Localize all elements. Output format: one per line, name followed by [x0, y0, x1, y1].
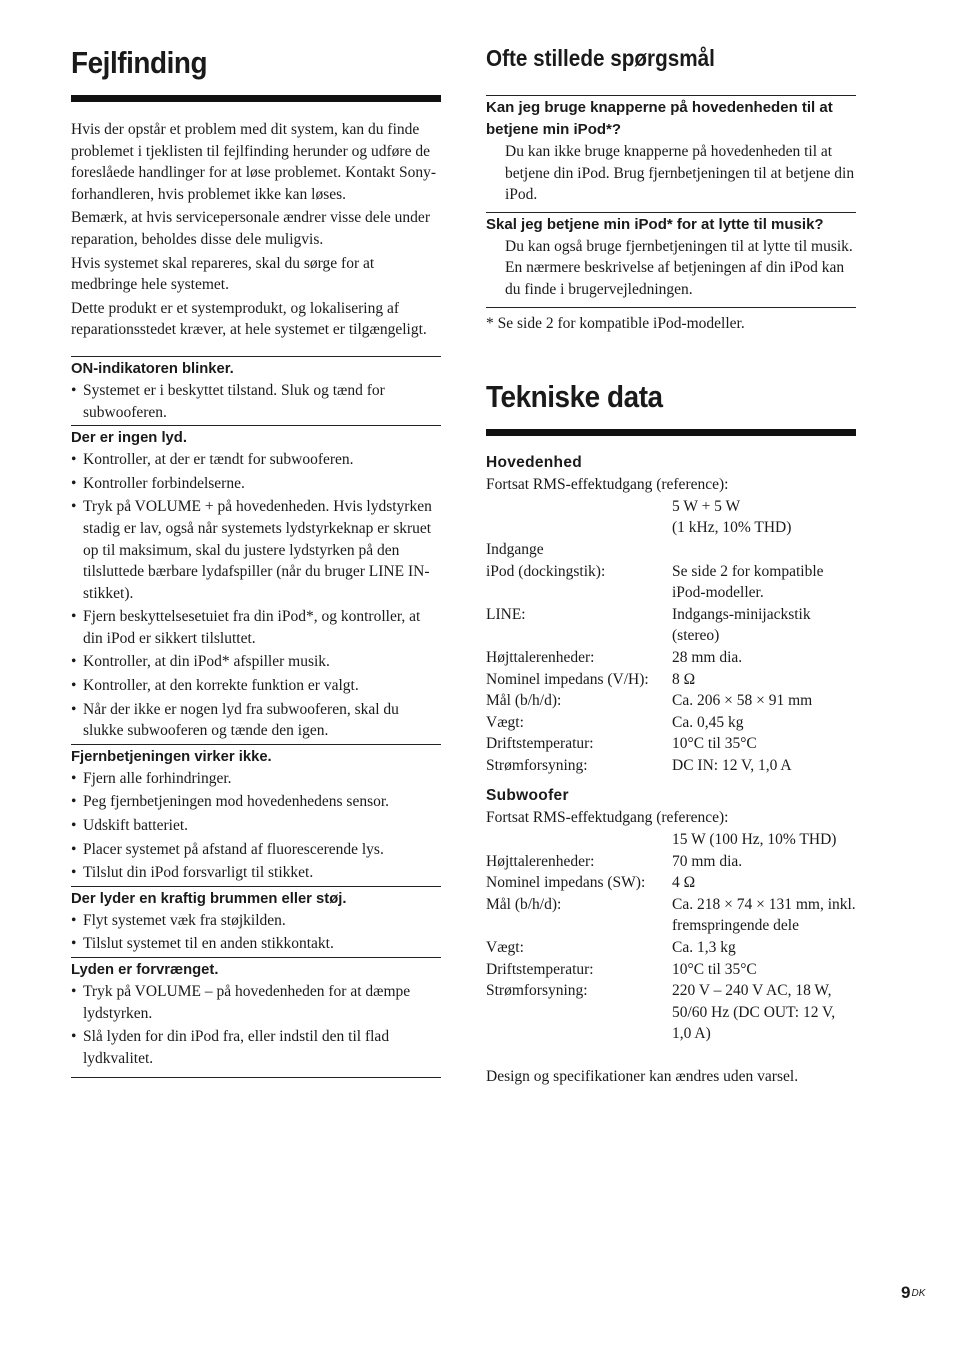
faq-footnote: * Se side 2 for kompatible iPod-modeller.: [486, 314, 745, 332]
specs-disclaimer: Design og specifikationer kan ændres uden varsel.: [486, 1068, 799, 1085]
bullet-icon: •: [71, 700, 77, 718]
bullet-icon: •: [71, 793, 77, 811]
intro-paragraph: Hvis systemet skal repareres, skal du sørge for at medbringe hele systemet.: [71, 254, 375, 294]
section-heading: ON-indikatoren blinker.: [71, 360, 234, 377]
bullet-icon: •: [71, 474, 77, 492]
list-item: • Kontroller forbindelserne.: [71, 473, 441, 495]
list-item: • Peg fjernbetjeningen mod hovedenhedens sensor.: [71, 791, 441, 813]
section-hum-noise: [71, 886, 441, 955]
intro-paragraph: Dette produkt er et systemprodukt, og lokalisering af reparationsstedet kræver, at hele systemet er tilgængeligt.: [71, 299, 427, 339]
spec-row: Mål (b/h/d): Ca. 206 × 58 × 91 mm: [486, 692, 813, 710]
list-item: • Tilslut din iPod forsvarligt til stikket.: [71, 862, 441, 884]
bullet-icon: •: [71, 608, 77, 626]
spec-row: Driftstemperatur: 10°C til 35°C: [486, 735, 757, 753]
power-output-label: Fortsat RMS-effektudgang (reference):: [486, 476, 729, 494]
troubleshooting-column: [71, 0, 441, 1078]
bullet-icon: •: [71, 911, 77, 929]
power-output-label: Fortsat RMS-effektudgang (reference):: [486, 809, 729, 827]
section-no-sound: [71, 425, 441, 742]
bullet-icon: •: [71, 381, 77, 399]
spec-row: Højttalerenheder: 70 mm dia.: [486, 852, 743, 870]
list-item: • Fjern alle forhindringer.: [71, 768, 441, 790]
bullet-icon: •: [71, 864, 77, 882]
power-output-value: 15 W (100 Hz, 10% THD): [672, 831, 837, 849]
spec-row: LINE: Indgangs-minijackstik (stereo): [486, 605, 811, 645]
section-heading: Lyden er forvrænget.: [71, 962, 219, 978]
bullet-icon: •: [71, 983, 77, 1000]
page-number: $9^{DK}$: [901, 1283, 926, 1302]
troubleshooting-intro: [71, 119, 441, 341]
bullet-list: [71, 910, 441, 955]
bullet-list: [71, 981, 441, 1069]
faq-item: [486, 95, 856, 206]
bullet-icon: •: [71, 935, 77, 953]
spec-row: Mål (b/h/d): Ca. 218 × 74 × 131 mm, inkl. fremspringende dele: [486, 895, 856, 935]
list-item: • Kontroller, at din iPod* afspiller musik.: [71, 651, 441, 673]
section-distorted: [71, 957, 441, 1069]
section-remote: [71, 744, 441, 884]
section-on-indicator: [71, 356, 441, 423]
section-heading: Der er ingen lyd.: [71, 430, 187, 447]
bullet-list: [71, 449, 441, 742]
spec-row: Nominel impedans (V/H): 8 Ω: [486, 670, 696, 688]
title-rule: [71, 95, 441, 102]
list-item: • Når der ikke er nogen lyd fra subwooferen, skal du slukke subwooferen og tænde den igen.: [71, 700, 399, 740]
list-item: • Udskift batteriet.: [71, 815, 441, 837]
faq-item: [486, 212, 856, 301]
bullet-icon: •: [71, 451, 77, 469]
intro-paragraph: Hvis der opstår et problem med dit system, kan du finde problemet i tjeklisten til fejlfinding herunder og udføre de foreslåede handlinger for at løse problemet. Kontakt Sony-forhandleren, hvis problemet ikke kan løses.: [71, 121, 436, 203]
list-item: • Tilslut systemet til en anden stikkontakt.: [71, 933, 441, 955]
faq-question: Kan jeg bruge knapperne på hovedenheden til at betjene min iPod*?: [486, 99, 833, 138]
bullet-list: [71, 768, 441, 884]
specs-main-unit: [486, 452, 856, 776]
bullet-icon: •: [71, 677, 77, 695]
faq-specs-column: [486, 0, 856, 1090]
list-item: • Slå lyden for din iPod fra, eller indstil den til flad lydkvalitet.: [71, 1028, 390, 1067]
specs-title-rule: [486, 429, 856, 436]
power-output-value: (1 kHz, 10% THD): [672, 519, 792, 537]
list-item: • Placer systemet på afstand af fluorescerende lys.: [71, 839, 441, 861]
bullet-icon: •: [71, 498, 77, 516]
spec-row: Strømforsyning: DC IN: 12 V, 1,0 A: [486, 756, 792, 774]
bullet-icon: •: [71, 769, 77, 787]
list-item: • Systemet er i beskyttet tilstand. Sluk og tænd for subwooferen.: [71, 381, 385, 421]
list-item: • Kontroller, at den korrekte funktion er valgt.: [71, 675, 441, 697]
bullet-icon: •: [71, 817, 77, 835]
specs-title: Tekniske data: [486, 379, 663, 415]
spec-row: Driftstemperatur: 10°C til 35°C: [486, 960, 757, 978]
list-item: • Kontroller, at der er tændt for subwooferen.: [71, 449, 441, 471]
bullet-list: [71, 380, 441, 423]
faq-title: Ofte stillede spørgsmål: [486, 45, 715, 71]
list-item: • Fjern beskyttelsesetuiet fra din iPod*, og kontroller, at din iPod er sikkert tilsluttet.: [71, 608, 421, 647]
spec-row: Strømforsyning: 220 V – 240 V AC, 18 W, 50/60 Hz (DC OUT: 12 V, 1,0 A): [486, 982, 836, 1043]
faq-question: Skal jeg betjene min iPod* for at lytte til musik?: [486, 215, 824, 233]
faq-answer: Du kan ikke bruge knapperne på hovedenheden til at betjene din iPod. Brug fjernbetjeningen til at betjene din iPod.: [505, 143, 855, 204]
power-output-value: 5 W + 5 W: [672, 497, 741, 515]
section-heading: Fjernbetjeningen virker ikke.: [71, 748, 272, 765]
subwoofer-heading: Subwoofer: [486, 787, 569, 805]
main-unit-heading: Hovedenhed: [486, 454, 583, 472]
section-heading: Der lyder en kraftig brummen eller støj.: [71, 890, 347, 907]
spec-row: iPod (dockingstik): Se side 2 for kompatible iPod-modeller.: [486, 562, 824, 602]
spec-row: Vægt: Ca. 1,3 kg: [486, 939, 736, 957]
bullet-icon: •: [71, 1028, 77, 1046]
intro-paragraph: Bemærk, at hvis servicepersonale ændrer visse dele under reparation, beholdes disse dele muligvis.: [71, 209, 430, 248]
list-item: • Tryk på VOLUME – på hovedenheden for at dæmpe lydstyrken.: [71, 983, 411, 1022]
inputs-label: Indgange: [486, 540, 544, 558]
page-number-suffix: DK: [911, 1288, 926, 1299]
spec-row: Vægt: Ca. 0,45 kg: [486, 713, 744, 731]
spec-row: Højttalerenheder: 28 mm dia.: [486, 648, 743, 666]
bullet-icon: •: [71, 840, 77, 858]
faq-answer: Du kan også bruge fjernbetjeningen til at lytte til musik. En nærmere beskrivelse af betjeningen af din iPod kan du finde i brugervejledningen.: [505, 237, 853, 298]
specs-subwoofer: [486, 785, 856, 1045]
troubleshooting-title: Fejlfinding: [71, 45, 208, 80]
list-item: • Flyt systemet væk fra støjkilden.: [71, 910, 441, 932]
bullet-icon: •: [71, 653, 77, 671]
spec-row: Nominel impedans (SW): 4 Ω: [486, 874, 696, 892]
section-end-rule: [71, 1077, 441, 1078]
list-item: • Tryk på VOLUME + på hovedenheden. Hvis lydstyrken stadig er lav, også når systemets lydstyrkeknap er skruet op til maksimum, skal du justere lydstyrken på den tilsluttede bærbare lydafspiller (når du bruger LINE IN-stikket).: [71, 498, 432, 602]
